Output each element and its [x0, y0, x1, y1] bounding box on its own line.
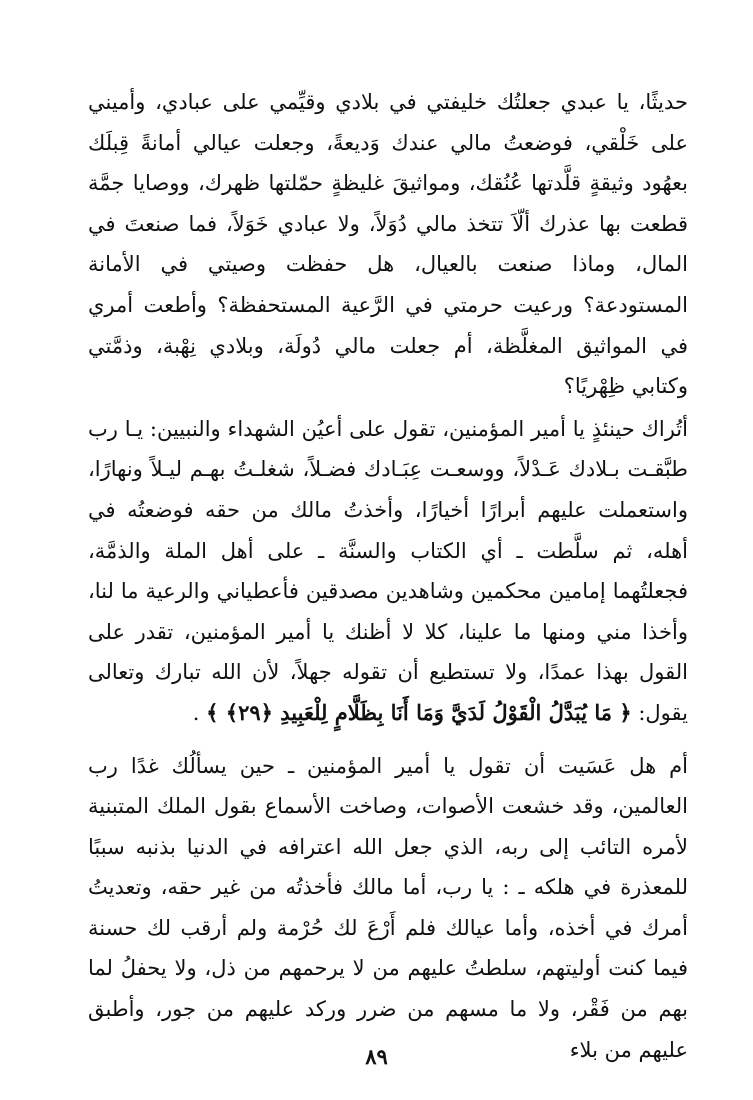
- paragraph-3: [88, 746, 688, 1071]
- page-body: [88, 82, 688, 1070]
- paragraph-3-text: أم هل عَسَيت أن تقول يا أمير المؤمنين ـ حين يسألُك غدًا رب العالمين، وقد خشعت الأصوات، وصاخت الأسماع بقول الملك المتبنية لأمره التائب إلى ربه، الذي جعل الله اعترافه في الدنيا بذنبه سببًا للمعذرة في هلكه ـ : يا رب، أما مالك فأخذتُه من غير حقه، وتعديتُ أمرك في أخذه، وأما عيالك فلم أَرْعَ لك حُرْمة ولم أرقب لك حسنة فيما كنت أوليتهم، سلطتُ عليهم من لا يرحمهم من ذل، ولا يحفلُ لما بهم من فَقْر، ولا ما مسهم من ضرر وركد عليهم من جور، وأطبق عليهم من بلاء: [88, 753, 688, 1062]
- paragraph-1: [88, 82, 688, 407]
- paragraph-1-text: حديثًا، يا عبدي جعلتُك خليفتي في بلادي وقيِّمي على عبادي، وأميني على خَلْقي، فوضعتُ مالي عندك وَديعةً، وجعلت عيالي أمانةً قِبلَك بعهُود وثيقةٍ قلَّدتها عُنُقك، ومواثيقَ غليظةٍ حمّلتها ظهرك، ووصايا جمَّة قطعت بها عذرك ألّاَ تتخذ مالي دُوَلاً، ولا عبادي خَوَلاً، فما صنعتَ في المال، وماذا صنعت بالعيال، هل حفظت وصيتي في الأمانة المستودعة؟ ورعيت حرمتي في الرَّعية المستحفظة؟ وأطعت أمري في المواثيق المغلَّظة، أم جعلت مالي دُولَة، وبلادي نِهْبة، وذمَّتي وكتابي ظِهْريًا؟: [88, 90, 688, 399]
- paragraph-2-tail: .: [192, 700, 200, 725]
- paragraph-2: [88, 409, 688, 734]
- paragraph-2-text: أتُراك حينئذٍ يا أمير المؤمنين، تقول على أعيُن الشهداء والنبيين: يـا رب طبَّقـت بـلادك عَـدْلاً، ووسعـت عِبَـادك فضـلاً، شغلـتُ بهـم ليـلاً ونهارًا، واستعملت عليهم أبرارًا أخيارًا، وأخذتُ مالك من حقه فوضعتُه في أهله، ثم سلَّطت ـ أي الكتاب والسنَّة ـ على أهل الملة والذمَّة، فجعلتُهما إمامين محكمين وشاهدين مصدقين فأعطياني والرعية ما لنا، وأخذا مني ومنها ما علينا، كلا لا أظنك يا أمير المؤمنين، تقدر على القول بهذا عمدًا، ولا تستطيع أن تقوله جهلاً، لأن الله تبارك وتعالى يقول:: [88, 416, 688, 725]
- page-number: ٨٩: [365, 1044, 388, 1069]
- quran-verse: ﴿ مَا يُبَدَّلُ الْقَوْلُ لَدَيَّ وَمَا أَنَا بِظَلَّامٍ لِلْعَبِيدِ ﴿٢٩﴾ ﴾: [206, 699, 632, 725]
